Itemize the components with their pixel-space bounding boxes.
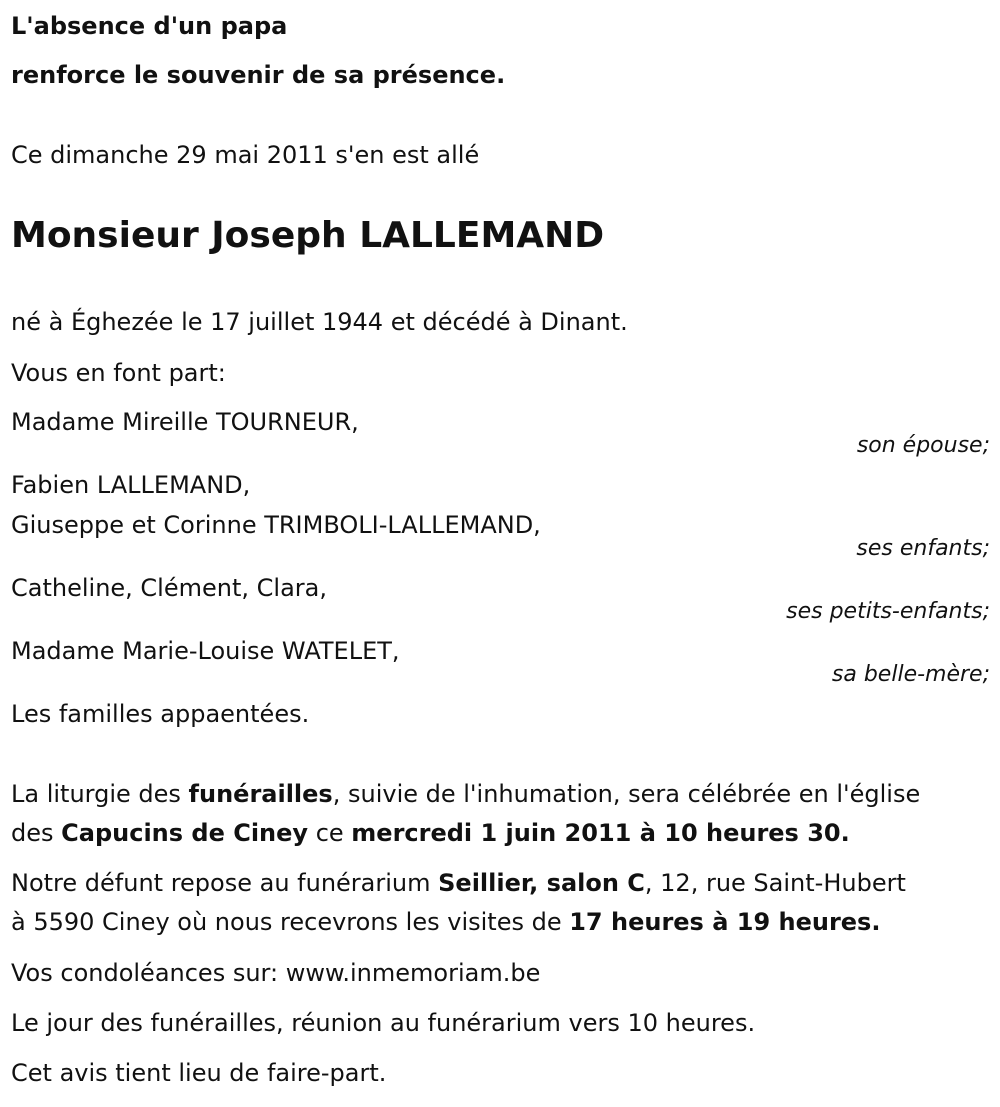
families-line: Les familles appaentées.	[11, 700, 310, 728]
family-relation: ses petits-enfants;	[786, 599, 990, 624]
text: Notre défunt repose au funérarium	[11, 869, 439, 897]
intro-line-2: renforce le souvenir de sa présence.	[11, 61, 506, 89]
family-name: Giuseppe et Corinne TRIMBOLI-LALLEMAND,	[11, 511, 541, 539]
birth-death: né à Éghezée le 17 juillet 1944 et décédé à Dinant.	[11, 308, 628, 336]
text: La liturgie des	[11, 780, 189, 808]
text: , 12, rue Saint-Hubert	[644, 869, 906, 897]
deceased-name: Monsieur Joseph LALLEMAND	[11, 215, 605, 256]
text: à 5590 Ciney où nous recevrons les visites de	[11, 908, 570, 936]
closing: Cet avis tient lieu de faire-part.	[11, 1059, 387, 1087]
intro-line-1: L'absence d'un papa	[11, 12, 288, 40]
visitation-line-1	[11, 867, 906, 899]
family-relation: ses enfants;	[856, 536, 990, 561]
text: des	[11, 819, 62, 847]
funeral-date: mercredi 1 juin 2011 à 10 heures 30.	[351, 819, 850, 847]
visitation-line-2	[11, 906, 880, 938]
family-relation: sa belle-mère;	[831, 662, 990, 687]
condolences: Vos condoléances sur: www.inmemoriam.be	[11, 959, 541, 987]
gathering: Le jour des funérailles, réunion au funérarium vers 10 heures.	[11, 1009, 756, 1037]
announcement: Ce dimanche 29 mai 2011 s'en est allé	[11, 141, 480, 169]
funeral-home: Seillier, salon C	[438, 869, 645, 897]
visiting-hours: 17 heures à 19 heures.	[569, 908, 881, 936]
text: , suivie de l'inhumation, sera célébrée en l'église	[332, 780, 921, 808]
funeral-line-1	[11, 778, 920, 810]
family-name: Catheline, Clément, Clara,	[11, 574, 327, 602]
family-relation: son épouse;	[856, 433, 990, 458]
text: ce	[308, 819, 352, 847]
notice-intro: Vous en font part:	[11, 359, 226, 387]
family-name: Madame Marie-Louise WATELET,	[11, 637, 400, 665]
family-name: Madame Mireille TOURNEUR,	[11, 408, 359, 436]
church-name: Capucins de Ciney	[61, 819, 309, 847]
text-bold: funérailles	[188, 780, 333, 808]
funeral-line-2	[11, 817, 850, 849]
family-name: Fabien LALLEMAND,	[11, 471, 251, 499]
